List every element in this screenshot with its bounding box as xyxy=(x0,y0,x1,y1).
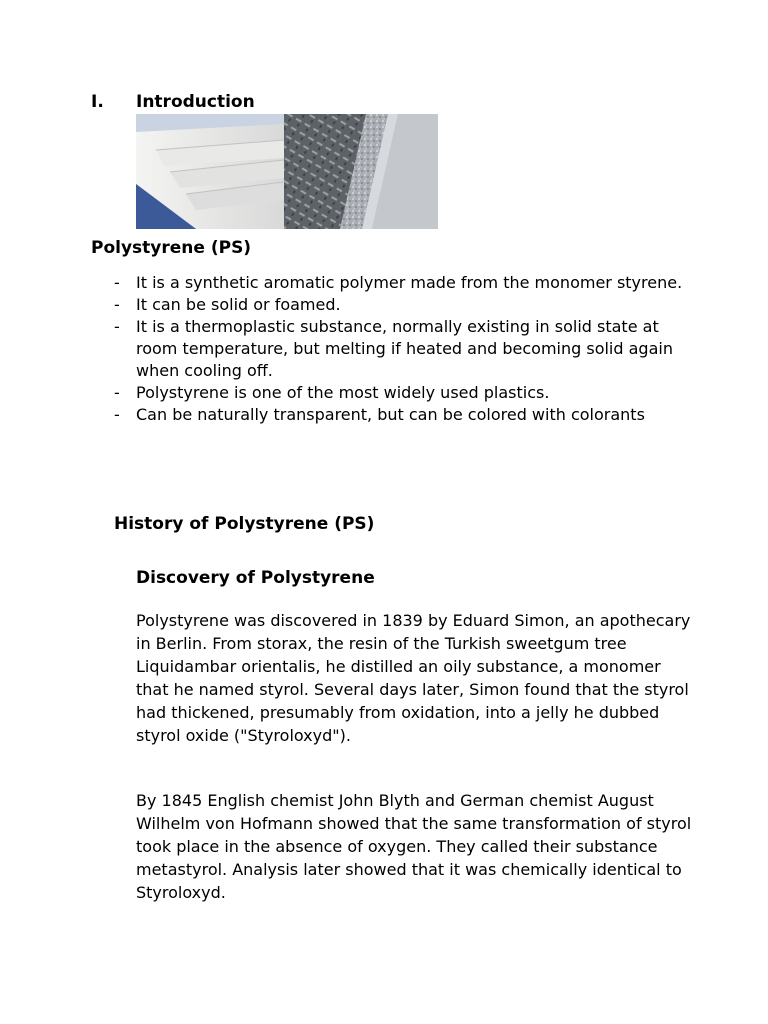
sandwich-panel-image xyxy=(284,114,438,229)
section-title: Introduction xyxy=(136,92,255,112)
bullet-marker: - xyxy=(114,383,120,402)
bullet-marker: - xyxy=(114,405,120,424)
foam-sheets-image xyxy=(136,114,284,229)
list-item xyxy=(109,272,689,294)
polystyrene-figure xyxy=(136,114,438,229)
discovery-heading: Discovery of Polystyrene xyxy=(136,568,375,588)
bullet-marker: - xyxy=(114,273,120,292)
bullet-text: It is a thermoplastic substance, normally existing in solid state at room temperature, but melting if heated and becoming solid again when cooling off. xyxy=(136,317,673,380)
polystyrene-bullet-list xyxy=(109,272,689,426)
list-item xyxy=(109,294,689,316)
list-item xyxy=(109,404,689,426)
section-number: I. xyxy=(91,92,104,112)
bullet-text: Can be naturally transparent, but can be colored with colorants xyxy=(136,405,645,424)
bullet-marker: - xyxy=(114,317,120,336)
discovery-paragraph: Polystyrene was discovered in 1839 by Eduard Simon, an apothecary in Berlin. From storax, the resin of the Turkish sweetgum tree Liquidambar orientalis, he distilled an oily substance, a monomer that he named styrol. Several days later, Simon found that the styrol had thickened, presumably from oxidation, into a jelly he dubbed styrol oxide ("Styroloxyd"). xyxy=(136,611,691,745)
polystyrene-photos xyxy=(136,114,438,229)
list-item xyxy=(109,316,689,382)
bullet-text: Polystyrene is one of the most widely used plastics. xyxy=(136,383,550,402)
bullet-text: It can be solid or foamed. xyxy=(136,295,341,314)
bullet-text: It is a synthetic aromatic polymer made from the monomer styrene. xyxy=(136,273,683,292)
polystyrene-heading: Polystyrene (PS) xyxy=(91,238,252,258)
history-heading: History of Polystyrene (PS) xyxy=(114,514,375,534)
metastyrol-paragraph: By 1845 English chemist John Blyth and German chemist August Wilhelm von Hofmann showed that the same transformation of styrol took place in the absence of oxygen. They called their substance metastyrol. Analysis later showed that it was chemically identical to Styroloxyd. xyxy=(136,791,692,902)
list-item xyxy=(109,382,689,404)
bullet-marker: - xyxy=(114,295,120,314)
